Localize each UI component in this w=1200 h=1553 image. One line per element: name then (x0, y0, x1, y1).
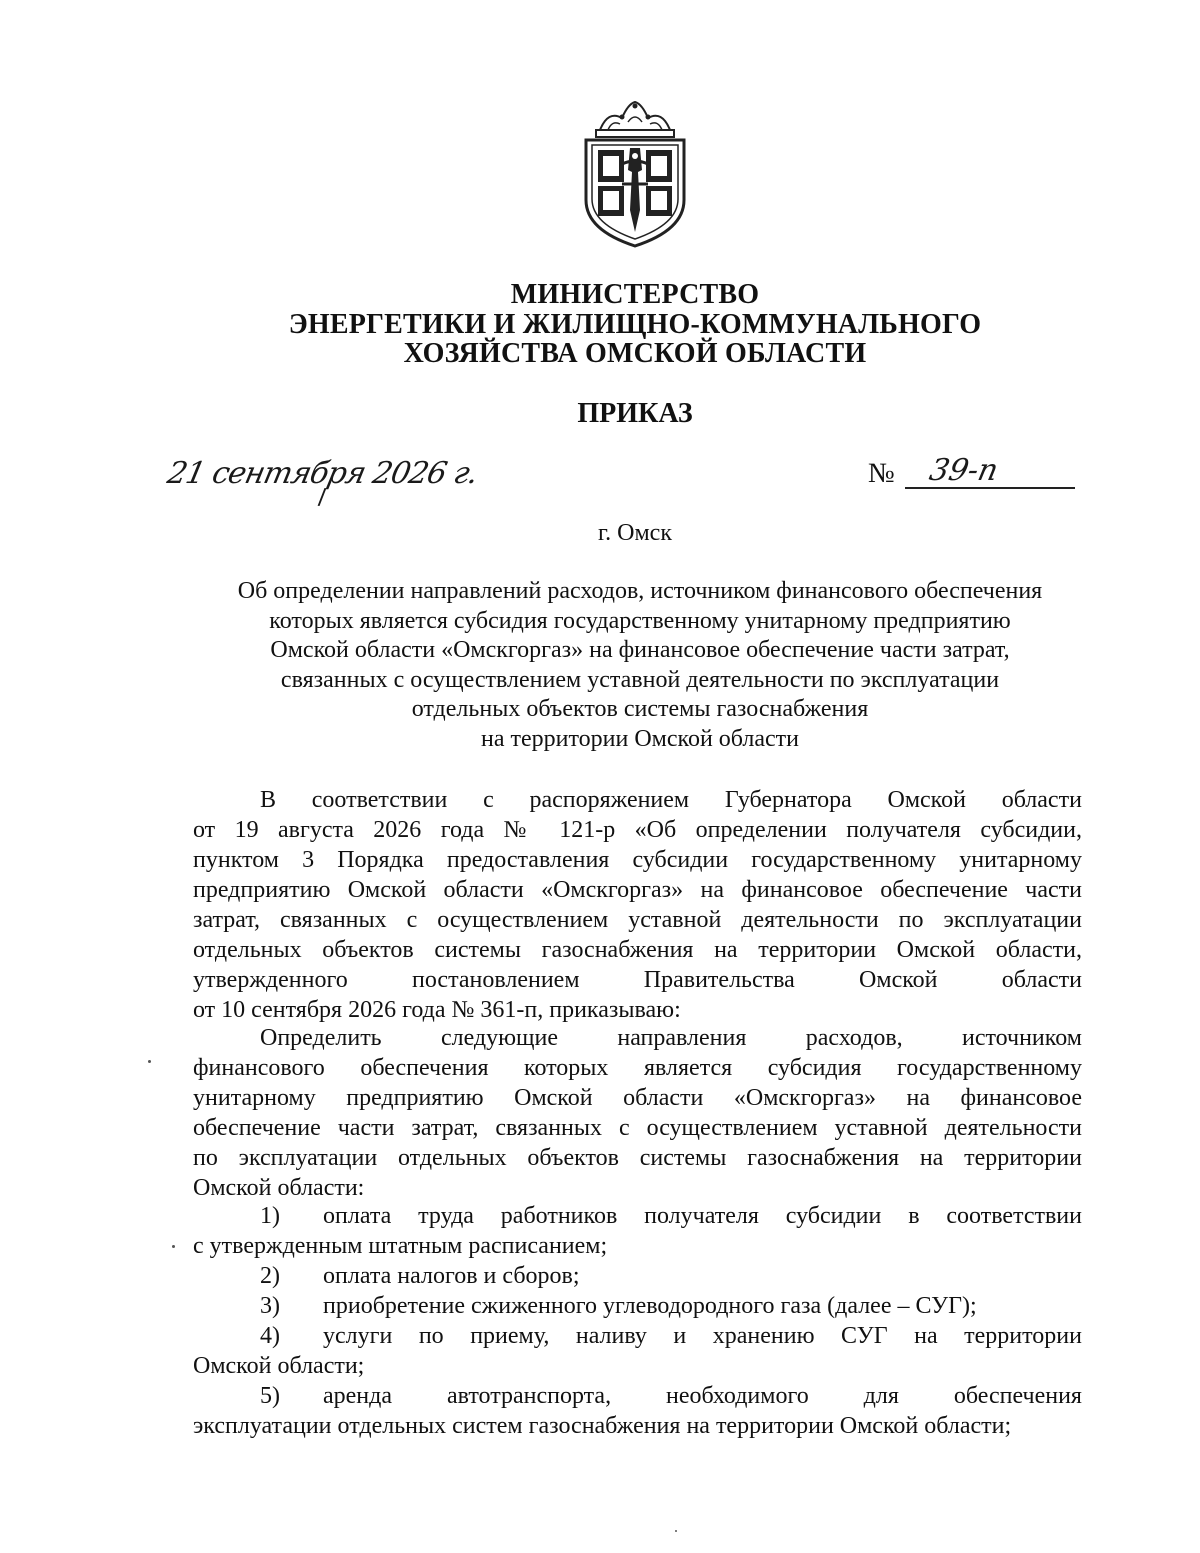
word: Правительства (643, 967, 795, 993)
word: области (1001, 967, 1082, 993)
word: для (863, 1383, 899, 1409)
subject-line: на территории Омской области (480, 725, 800, 752)
document-type-title: ПРИКАЗ (577, 398, 693, 429)
word: автотранспорта, (446, 1383, 612, 1409)
number-sign: № (868, 458, 895, 489)
preamble-line: отдельных объектов системы газоснабжения на территории Омской области, (193, 937, 1082, 963)
word: утвержденного (193, 967, 348, 993)
item-number: 4) (260, 1323, 280, 1349)
list-item (193, 1291, 1082, 1321)
decision-paragraph (193, 1023, 1082, 1203)
ministry-name-line-1: МИНИСТЕРСТВО (510, 279, 760, 310)
item-number: 5) (260, 1383, 280, 1409)
item-continuation: эксплуатации отдельных систем газоснабжения на территории Омской области; (193, 1413, 1012, 1439)
subject-line: Об определении направлений расходов, источником финансового обеспечения (237, 578, 1043, 604)
item-number: 1) (260, 1203, 280, 1229)
city-label: г. Омск (598, 520, 672, 546)
word: расходов, (805, 1025, 903, 1051)
ministry-name-line-2: ЭНЕРГЕТИКИ И ЖИЛИЩНО-КОММУНАЛЬНОГО (288, 309, 982, 340)
word: Определить (260, 1025, 382, 1051)
word: необходимого (666, 1383, 809, 1409)
decision-line: Омской области: (193, 1175, 365, 1201)
preamble-line: пунктом 3 Порядка предоставления субсидии государственному унитарному (193, 847, 1082, 873)
word: области (1001, 787, 1082, 813)
handwritten-date (164, 456, 480, 491)
word: источником (961, 1025, 1082, 1051)
expense-items-list (193, 1201, 1082, 1441)
handwritten-date-text: 21 сентября 2026 г. (164, 456, 481, 491)
list-item (193, 1261, 1082, 1291)
item-text (323, 1381, 1082, 1411)
preamble-line (193, 965, 1082, 995)
preamble-line: затрат, связанных с осуществлением уставной деятельности по эксплуатации (193, 907, 1082, 933)
decision-line: финансового обеспечения которых является субсидия государственному (193, 1055, 1082, 1081)
item-text: оплата труда работников получателя субсидии в соответствии (323, 1203, 1082, 1229)
scan-speck (148, 1060, 151, 1063)
preamble-paragraph (193, 785, 1082, 1025)
item-number: 2) (260, 1263, 280, 1289)
decision-line: по эксплуатации отдельных объектов системы газоснабжения на территории (193, 1145, 1082, 1171)
scan-speck (675, 1530, 677, 1532)
word: распоряжением (529, 787, 690, 813)
item-text: услуги по приему, наливу и хранению СУГ на территории (323, 1323, 1082, 1349)
item-continuation: Омской области; (193, 1353, 365, 1379)
decision-line: обеспечение части затрат, связанных с осуществлением уставной деятельности (193, 1115, 1082, 1141)
item-text: приобретение сжиженного углеводородного газа (далее – СУГ); (323, 1293, 977, 1319)
preamble-line (193, 785, 1082, 815)
subject-line: отдельных объектов системы газоснабжения (411, 696, 869, 723)
preamble-line: от 19 августа 2026 года № 121-р «Об определении получателя субсидии, (193, 817, 1082, 843)
decision-line (193, 1023, 1082, 1053)
coat-of-arms-icon (578, 100, 692, 248)
item-continuation: с утвержденным штатным расписанием; (193, 1233, 608, 1259)
preamble-line: от 10 сентября 2026 года № 361-п, приказываю: (193, 997, 681, 1023)
subject-line: связанных с осуществлением уставной деятельности по эксплуатации (280, 666, 1000, 693)
order-subject (180, 577, 1100, 755)
list-item (193, 1201, 1082, 1231)
decision-line: унитарному предприятию Омской области «Омскгоргаз» на финансовое (193, 1085, 1082, 1111)
handwritten-number: 39-п (926, 453, 1002, 488)
word: аренда (323, 1383, 393, 1409)
item-text: оплата налогов и сборов; (323, 1263, 580, 1289)
preamble-line: предприятию Омской области «Омскгоргаз» на финансовое обеспечение части (193, 877, 1082, 903)
word: с (483, 787, 494, 813)
word: Омской (859, 967, 938, 993)
scan-speck (172, 1245, 175, 1248)
word: следующие (440, 1025, 559, 1051)
word: Омской (887, 787, 966, 813)
item-number: 3) (260, 1293, 280, 1319)
subject-line: которых является субсидия государственному унитарному предприятию (269, 607, 1011, 634)
word: обеспечения (953, 1383, 1082, 1409)
list-item (193, 1321, 1082, 1351)
list-item (193, 1381, 1082, 1411)
word: Губернатора (724, 787, 852, 813)
word: соответствии (311, 787, 448, 813)
word: постановлением (411, 967, 580, 993)
ministry-name-line-3: ХОЗЯЙСТВА ОМСКОЙ ОБЛАСТИ (403, 338, 867, 369)
word: В (260, 787, 277, 813)
subject-line: Омской области «Омскгоргаз» на финансовое обеспечение части затрат, (270, 637, 1010, 664)
word: направления (617, 1025, 747, 1051)
